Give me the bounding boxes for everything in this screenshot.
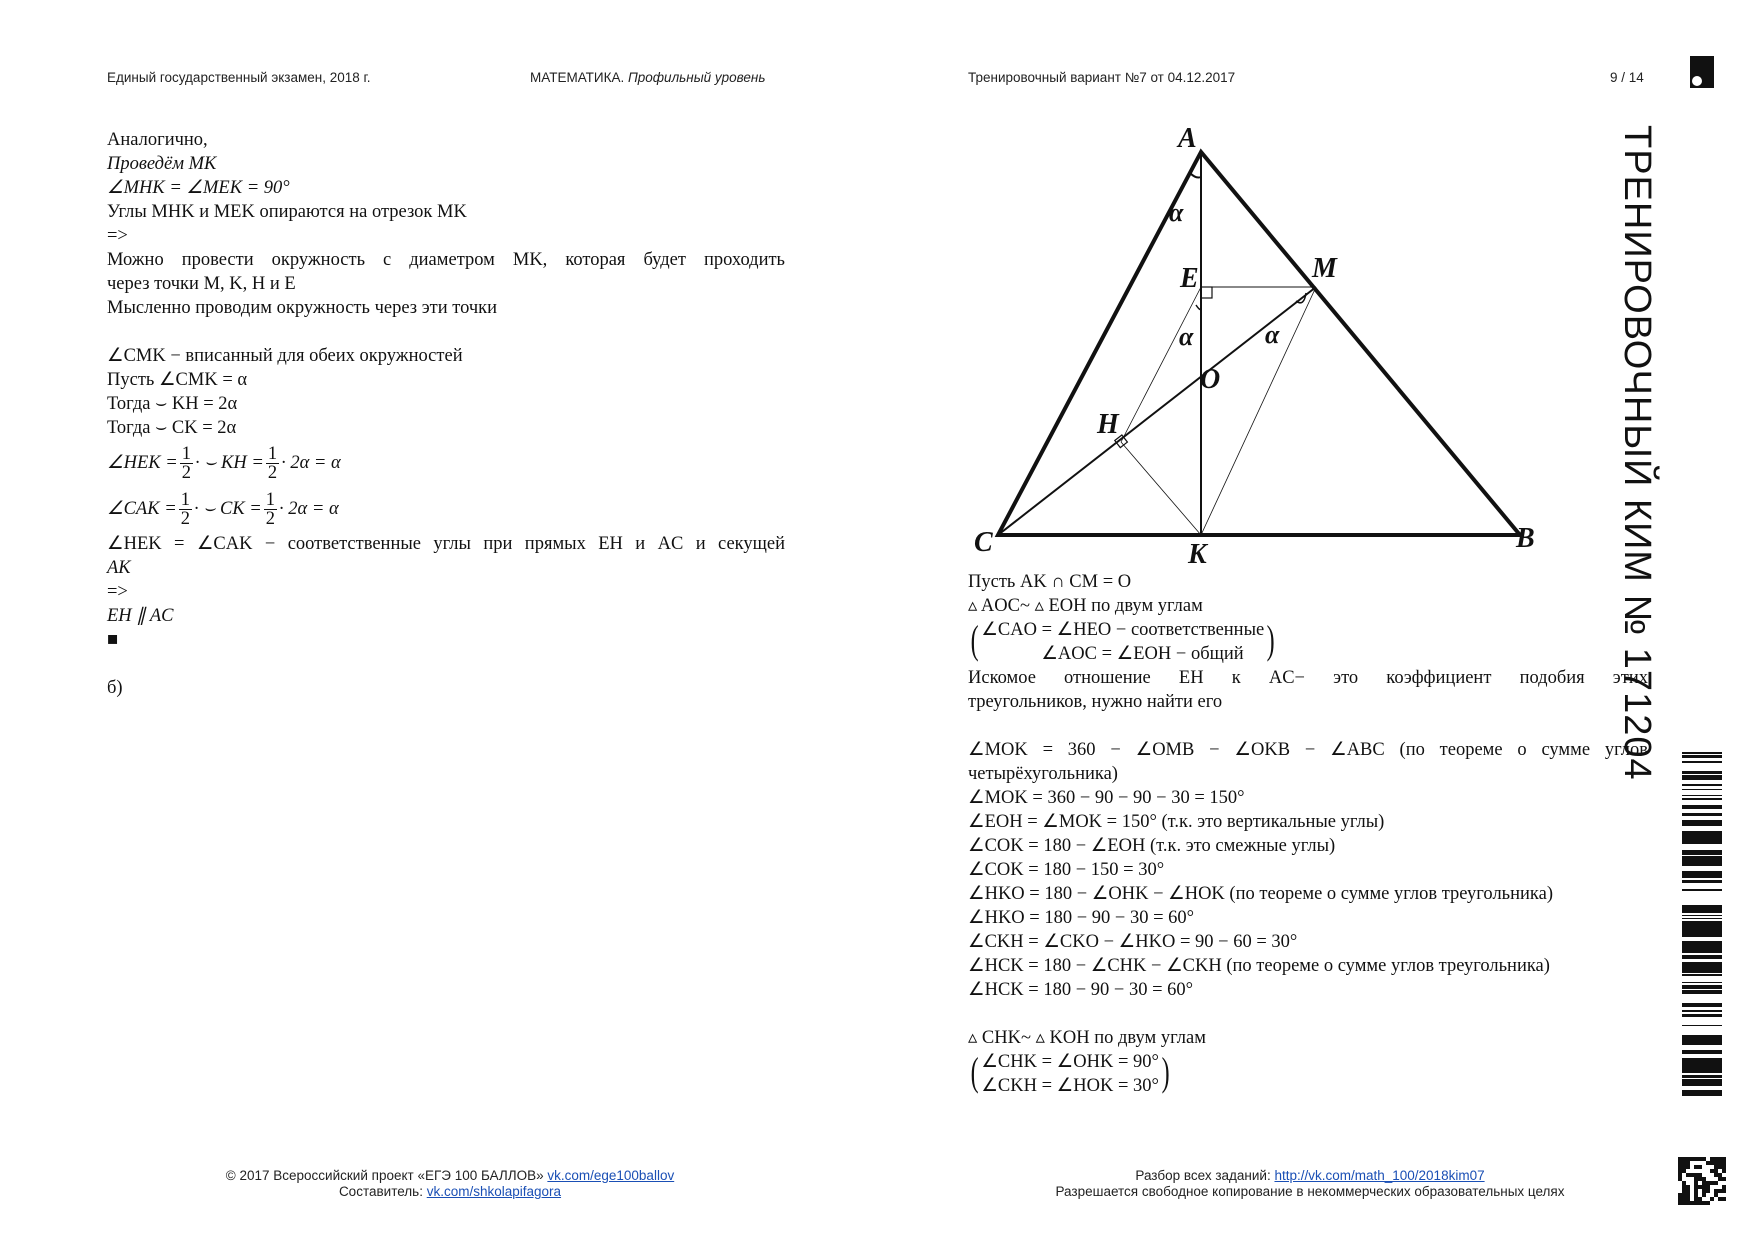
footer-link-ege[interactable]: vk.com/ege100ballov xyxy=(547,1168,675,1183)
footer-left xyxy=(150,1168,750,1200)
formula-hek xyxy=(107,440,785,486)
brace-group xyxy=(968,618,1648,666)
text-line: ▵ AOC~ ▵ EOH по двум углам xyxy=(968,596,1203,616)
spacer xyxy=(968,1002,1648,1026)
geometry-diagram xyxy=(960,115,1540,575)
right-column xyxy=(968,570,1648,1098)
left-paren: ( xyxy=(970,617,979,662)
qr-code xyxy=(1678,1157,1726,1205)
right-paren: ) xyxy=(1161,1049,1170,1094)
denominator: 2 xyxy=(181,462,191,483)
logo-mark xyxy=(1690,56,1714,88)
footer-credit xyxy=(150,1168,750,1184)
footer-analysis xyxy=(1000,1168,1620,1184)
denominator: 2 xyxy=(180,508,190,529)
angle-label-a: α xyxy=(1169,198,1184,227)
point-label-o: O xyxy=(1200,364,1221,395)
footer-project: © 2017 Всероссийский проект «ЕГЭ 100 БАЛЛОВ» xyxy=(225,1168,544,1183)
footer-link-analysis[interactable]: http://vk.com/math_100/2018kim07 xyxy=(1274,1168,1485,1183)
text-line: ∠CKH = ∠CKO − ∠HKO = 90 − 60 = 30° xyxy=(968,932,1298,952)
text-line: Можно провести окружность с диаметром MK, которая будет проходить xyxy=(107,250,785,270)
formula-part: ∠CAK = xyxy=(107,499,177,519)
spacer xyxy=(107,320,785,344)
text-line: ∠HCK = 180 − 90 − 30 = 60° xyxy=(968,980,1194,1000)
text-line: треугольников, нужно найти его xyxy=(968,692,1223,712)
point-label-m: M xyxy=(1312,253,1337,284)
text-line: ∠HCK = 180 − ∠CHK − ∠CKH (по теореме о сумме углов треугольника) xyxy=(968,956,1550,976)
footer-license: Разрешается свободное копирование в некоммерческих образовательных целях xyxy=(1055,1184,1565,1199)
qr-module xyxy=(1722,1201,1726,1205)
text-line: ∠MOK = 360 − ∠OMB − ∠OKB − ∠ABC (по теореме о сумме углов xyxy=(968,740,1648,760)
text-line: ∠MOK = 360 − 90 − 90 − 30 = 150° xyxy=(968,788,1245,808)
header-subject: МАТЕМАТИКА. xyxy=(530,70,625,85)
text-line: AK xyxy=(107,558,131,578)
text-line: четырёхугольника) xyxy=(968,764,1118,784)
text-line: ∠CAO = ∠HEO − соответственные xyxy=(981,620,1265,640)
text-line: => xyxy=(107,226,128,246)
triangle-abc xyxy=(998,152,1520,535)
text-line: ∠HEK = ∠CAK − соответственные углы при прямых EH и AC и секущей xyxy=(107,534,785,554)
text-line: ∠COK = 180 − 150 = 30° xyxy=(968,860,1165,880)
footer-link-author[interactable]: vk.com/shkolapifagora xyxy=(426,1184,562,1199)
point-label-e: E xyxy=(1180,263,1199,294)
footer-author-label: Составитель: xyxy=(338,1184,423,1199)
segment-hk xyxy=(1121,442,1201,535)
angle-arc-a xyxy=(1190,173,1201,178)
text-line: ∠CHK = ∠OHK = 90° xyxy=(981,1052,1159,1072)
barcode xyxy=(1682,752,1722,1100)
text-line: ∠MHK = ∠MEK = 90° xyxy=(107,178,290,198)
spacer xyxy=(968,714,1648,738)
point-label-h: H xyxy=(1097,409,1119,440)
point-label-a: A xyxy=(1178,123,1197,154)
text-line: ▵ CHK~ ▵ KOH по двум углам xyxy=(968,1028,1206,1048)
qed-mark: ■ xyxy=(107,630,119,650)
angle-label-e: α xyxy=(1179,322,1194,351)
text-line: Пусть AK ∩ CM = O xyxy=(968,572,1132,592)
text-line: через точки M, K, H и E xyxy=(107,274,296,294)
numerator: 1 xyxy=(181,443,191,464)
footer-right xyxy=(1000,1168,1620,1200)
text-line: ∠EOH = ∠MOK = 150° (т.к. это вертикальные углы) xyxy=(968,812,1385,832)
text-line: Аналогично, xyxy=(107,130,208,150)
text-line: Пусть ∠CMK = α xyxy=(107,370,248,390)
segment-mk xyxy=(1201,287,1316,535)
logo-dot xyxy=(1692,76,1702,86)
formula-part: · ⌣ KH = xyxy=(194,453,264,473)
page-number: 9 / 14 xyxy=(1610,70,1644,85)
text-line: б) xyxy=(107,678,123,698)
right-paren: ) xyxy=(1266,617,1275,662)
numerator: 1 xyxy=(180,489,190,510)
right-angle-e xyxy=(1201,287,1212,298)
formula-cak xyxy=(107,486,785,532)
text-line: Углы MHK и MEK опираются на отрезок MK xyxy=(107,202,467,222)
angle-label-m: α xyxy=(1265,320,1280,349)
point-label-c: C xyxy=(974,527,993,558)
text-line: => xyxy=(107,582,128,602)
fraction xyxy=(264,491,277,528)
point-label-b: B xyxy=(1516,523,1535,554)
text-line: ∠CKH = ∠HOK = 30° xyxy=(981,1076,1159,1096)
footer-author xyxy=(150,1184,750,1200)
header-variant: Тренировочный вариант №7 от 04.12.2017 xyxy=(968,70,1236,85)
barcode-stripe xyxy=(1682,1092,1722,1096)
spacer xyxy=(107,652,785,676)
left-column xyxy=(107,128,785,700)
text-line: Мысленно проводим окружность через эти точки xyxy=(107,298,498,318)
text-line: Тогда ⌣ CK = 2α xyxy=(107,418,237,438)
footer-analysis-label: Разбор всех заданий: xyxy=(1135,1168,1271,1183)
text-line: ∠AOC = ∠EOH − общий xyxy=(1041,644,1244,664)
formula-part: · 2α = α xyxy=(279,499,339,519)
formula-part: · ⌣ CK = xyxy=(193,499,262,519)
fraction xyxy=(266,445,279,482)
denominator: 2 xyxy=(267,462,278,483)
numerator: 1 xyxy=(267,443,278,464)
formula-part: · 2α = α xyxy=(281,453,341,473)
fraction xyxy=(180,445,193,482)
side-title: ТРЕНИРОВОЧНЫЙ КИМ № 171204 xyxy=(1616,125,1658,781)
header-center xyxy=(530,70,765,85)
text-line: Проведём MK xyxy=(107,154,217,174)
text-line: EH ∥ AC xyxy=(107,606,174,626)
text-line: ∠CMK − вписанный для обеих окружностей xyxy=(107,346,463,366)
denominator: 2 xyxy=(265,508,276,529)
text-line: Тогда ⌣ KH = 2α xyxy=(107,394,238,414)
fraction xyxy=(179,491,192,528)
point-label-k: K xyxy=(1188,539,1207,570)
header-level: Профильный уровень xyxy=(627,70,766,85)
header-left: Единый государственный экзамен, 2018 г. xyxy=(107,70,371,85)
brace-group xyxy=(968,1050,1648,1098)
segment-eh xyxy=(1121,287,1201,442)
formula-part: ∠HEK = xyxy=(107,453,178,473)
brace-content xyxy=(981,618,1264,666)
text-line: ∠HKO = 180 − ∠OHK − ∠HOK (по теореме о сумме углов треугольника) xyxy=(968,884,1553,904)
left-paren: ( xyxy=(970,1049,979,1094)
text-line: Искомое отношение EH к AC− это коэффициент подобия этих xyxy=(968,668,1648,688)
numerator: 1 xyxy=(265,489,276,510)
brace-content xyxy=(981,1050,1159,1098)
text-line: ∠COK = 180 − ∠EOH (т.к. это смежные углы) xyxy=(968,836,1336,856)
text-line: ∠HKO = 180 − 90 − 30 = 60° xyxy=(968,908,1195,928)
